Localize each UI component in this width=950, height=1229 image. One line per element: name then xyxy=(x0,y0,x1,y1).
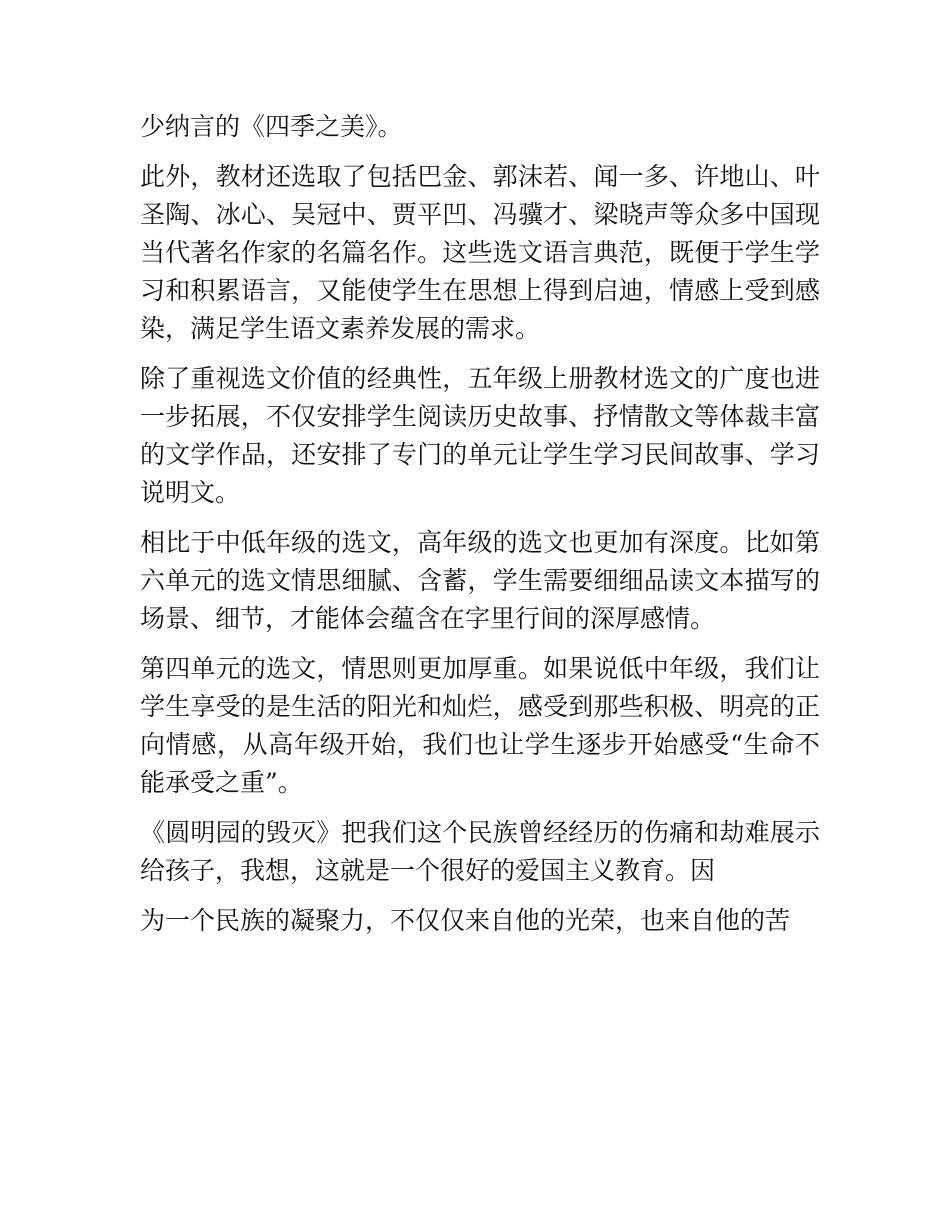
body-text xyxy=(140,108,820,940)
paragraph-3: 除了重视选文价值的经典性，五年级上册教材选文的广度也进一步拓展，不仅安排学生阅读历史故事、抒情散文等体裁丰富的文学作品，还安排了专门的单元让学生学习民间故事、学习说明文。 xyxy=(140,364,820,507)
paragraph-5: 第四单元的选文，情思则更加厚重。如果说低中年级，我们让学生享受的是生活的阳光和灿烂，感受到那些积极、明亮的正向情感，从高年级开始，我们也让学生逐步开始感受“生命不能承受之重”。 xyxy=(140,654,820,797)
paragraph-7: 为一个民族的凝聚力，不仅仅来自他的光荣，也来自他的苦 xyxy=(140,906,791,935)
paragraph-1: 少纳言的《四季之美》。 xyxy=(140,112,403,141)
paragraph-6: 《圆明园的毁灭》把我们这个民族曾经经历的伤痛和劫难展示给孩子，我想，这就是一个很好的爱国主义教育。因 xyxy=(140,818,820,885)
paragraph-4: 相比于中低年级的选文，高年级的选文也更加有深度。比如第六单元的选文情思细腻、含蓄，学生需要细细品读文本描写的场景、细节，才能体会蕴含在字里行间的深厚感情。 xyxy=(140,528,820,633)
paragraph-2: 此外，教材还选取了包括巴金、郭沫若、闻一多、许地山、叶圣陶、冰心、吴冠中、贾平凹、冯骥才、梁晓声等众多中国现当代著名作家的名篇名作。这些选文语言典范，既便于学生学习和积累语言，又能使学生在思想上得到启迪，情感上受到感染，满足学生语文素养发展的需求。 xyxy=(140,162,820,343)
